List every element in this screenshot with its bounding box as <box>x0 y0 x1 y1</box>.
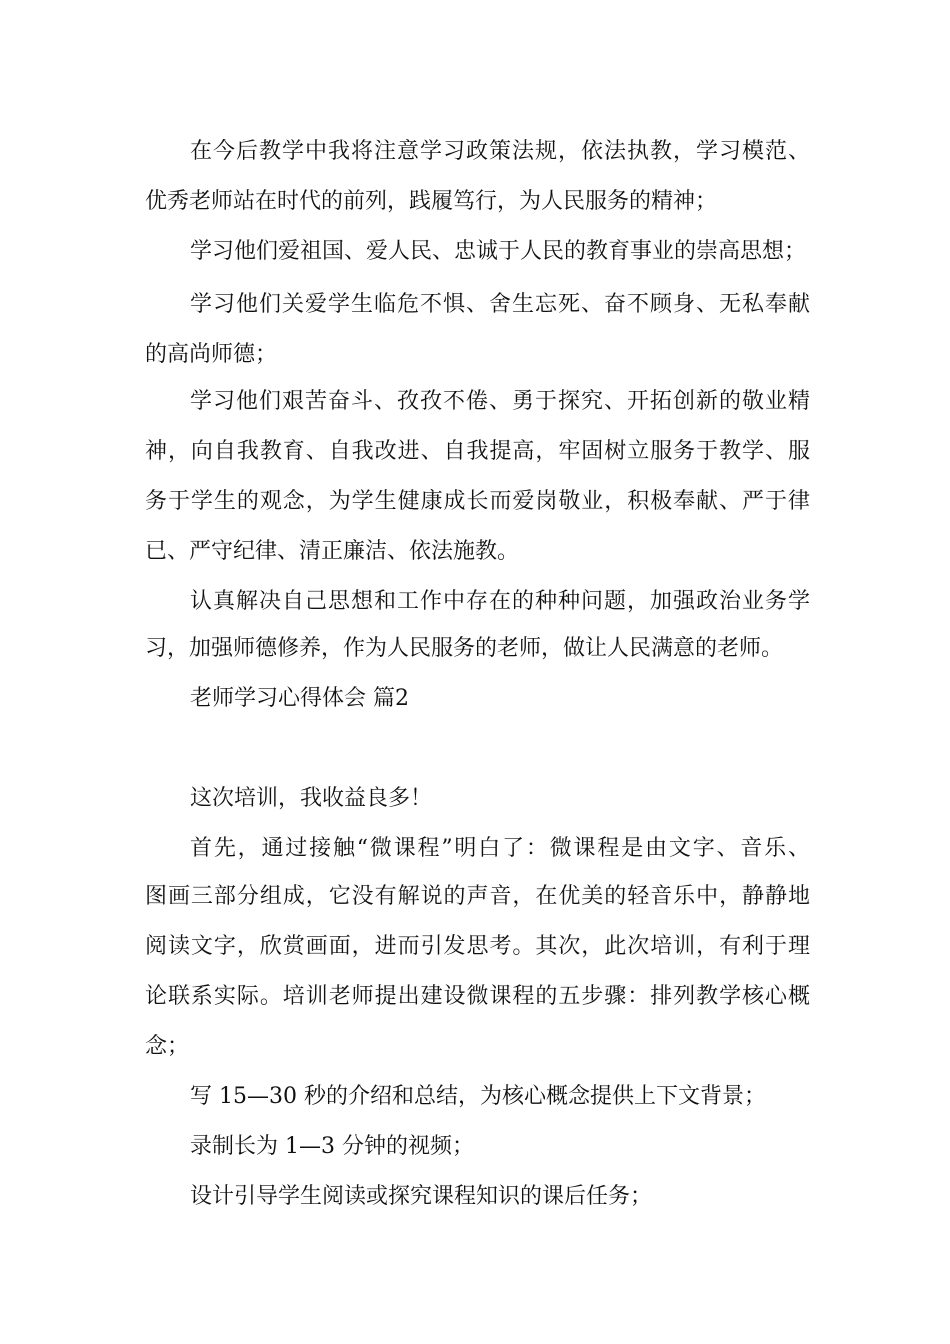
paragraph-line: 在今后教学中我将注意学习政策法规，依法执教，学习模范、 <box>190 139 810 164</box>
paragraph-line: 这次培训，我收益良多！ <box>190 786 433 811</box>
paragraph-line: 写 15—30 秒的介绍和总结，为核心概念提供上下文背景； <box>190 1084 766 1109</box>
paragraph-line: 认真解决自己思想和工作中存在的种种问题，加强政治业务学 <box>190 589 810 614</box>
paragraph-line: 优秀老师站在时代的前列，践履笃行，为人民服务的精神； <box>145 189 718 214</box>
paragraph-line: 首先，通过接触“微课程”明白了：微课程是由文字、音乐、 <box>190 836 810 861</box>
paragraph-line: 神，向自我教育、自我改进、自我提高，牢固树立服务于教学、服 <box>145 439 810 464</box>
paragraph-line: 念； <box>145 1034 190 1059</box>
paragraph-line: 学习他们爱祖国、爱人民、忠诚于人民的教育事业的崇高思想； <box>190 239 807 264</box>
section-heading: 老师学习心得体会 篇2 <box>190 686 409 711</box>
paragraph-line: 的高尚师德； <box>145 342 278 367</box>
paragraph-line: 阅读文字，欣赏画面，进而引发思考。其次，此次培训，有利于理 <box>145 934 810 959</box>
paragraph-line: 设计引导学生阅读或探究课程知识的课后任务； <box>190 1184 653 1209</box>
paragraph-line: 学习他们艰苦奋斗、孜孜不倦、勇于探究、开拓创新的敬业精 <box>190 389 810 414</box>
paragraph-line: 图画三部分组成，它没有解说的声音，在优美的轻音乐中，静静地 <box>145 884 810 909</box>
paragraph-line: 学习他们关爱学生临危不惧、舍生忘死、奋不顾身、无私奉献 <box>190 292 810 317</box>
paragraph-line: 已、严守纪律、清正廉洁、依法施教。 <box>145 539 520 564</box>
paragraph-line: 录制长为 1—3 分钟的视频； <box>190 1134 474 1159</box>
paragraph-line: 习，加强师德修养，作为人民服务的老师，做让人民满意的老师。 <box>145 636 784 661</box>
paragraph-line: 务于学生的观念，为学生健康成长而爱岗敬业，积极奉献、严于律 <box>145 489 810 514</box>
paragraph-line: 论联系实际。培训老师提出建设微课程的五步骤：排列教学核心概 <box>145 984 810 1009</box>
